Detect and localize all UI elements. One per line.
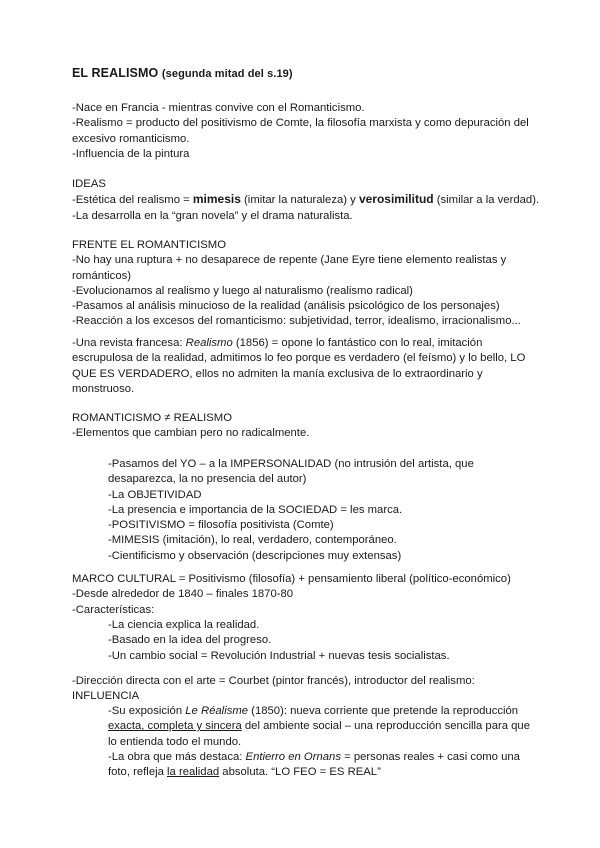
list-item: -MIMESIS (imitación), lo real, verdadero, contemporáneo. <box>108 534 397 547</box>
ideas-section <box>72 177 542 224</box>
frente-line: -Evolucionamos al realismo y luego al naturalismo (realismo radical) <box>72 284 413 297</box>
verosimilitud-term: verosimilitud <box>358 192 434 207</box>
list-item: -Pasamos del YO – a la IMPERSONALIDAD (no intrusión del artista, que <box>108 458 474 470</box>
revista-section <box>72 336 542 397</box>
text: -Su exposición <box>108 705 186 717</box>
underlined-text: la realidad <box>167 766 220 779</box>
romvsreal-heading: ROMANTICISMO ≠ REALISMO <box>72 412 232 424</box>
revista-line: monstruoso. <box>72 382 135 395</box>
frente-line: -No hay una ruptura + no desaparece de repente (Jane Eyre tiene elemento realistas y <box>72 254 507 267</box>
influencia-item-2 <box>108 750 543 765</box>
list-item: -La OBJETIVIDAD <box>108 488 202 501</box>
intro-line: excesivo romanticismo. <box>72 132 190 145</box>
le-realisme-title: Le Réalisme <box>185 705 249 717</box>
list-item: -Basado en la idea del progreso. <box>108 634 272 647</box>
marco-items <box>108 618 543 664</box>
marco-line: -Características: <box>72 603 155 616</box>
text: (imitar la naturaleza) y <box>240 194 359 207</box>
romvsreal-section <box>72 411 542 442</box>
mimesis-term: mimesis <box>192 192 241 207</box>
ideas-line-1 <box>72 192 542 208</box>
frente-line: -Pasamos al análisis minucioso de la realidad (análisis psicológico de los personajes) <box>72 300 500 313</box>
text: absoluta. “LO FEO = ES REAL” <box>219 766 381 779</box>
underlined-text: exacta, completa y sincera <box>108 720 242 733</box>
influencia-heading: INFLUENCIA <box>72 690 140 703</box>
influencia-section <box>72 674 542 705</box>
influencia-item-2-cont <box>108 765 543 780</box>
intro-section <box>72 101 542 162</box>
intro-line: -Nace en Francia - mientras convive con el Romanticismo. <box>72 102 365 114</box>
influencia-item-1 <box>108 704 543 719</box>
list-item: -La presencia e importancia de la SOCIEDAD = les marca. <box>108 503 403 516</box>
influencia-items <box>108 704 543 780</box>
list-item: -Cientificismo y observación (descripciones muy extensas) <box>108 549 402 562</box>
text: = personas reales + casi como una <box>340 750 520 763</box>
list-item: -POSITIVISMO = filosofía positivista (Comte) <box>108 519 334 532</box>
influencia-item-1-cont: lo entienda todo el mundo. <box>108 735 242 748</box>
romvsreal-intro: -Elementos que cambian pero no radicalmente. <box>72 427 310 440</box>
realismo-magazine-title: Realismo <box>185 337 233 349</box>
frente-heading: FRENTE EL ROMANTICISMO <box>72 239 226 251</box>
frente-line: -Reacción a los excesos del romanticismo: subjetividad, terror, idealismo, irracionalismo... <box>72 315 521 328</box>
text: del ambiente social – una reproducción sencilla para que <box>241 720 531 733</box>
revista-line: QUE ES VERDADERO, ellos no admiten la manía exclusiva de lo extraordinario y <box>72 367 483 380</box>
revista-line: escrupulosa de la realidad, admitimos lo feo porque es verdadero (el feísmo) y lo bello, LO <box>72 352 526 365</box>
text: (similar a la verdad). <box>433 194 540 207</box>
romvsreal-items <box>108 457 543 564</box>
list-item: -La ciencia explica la realidad. <box>108 619 260 631</box>
text: (1856) = opone lo fantástico con lo real, imitación <box>232 337 483 349</box>
influencia-line: -Dirección directa con el arte = Courbet (pintor francés), introductor del realismo: <box>72 675 475 687</box>
ideas-heading: IDEAS <box>72 178 106 190</box>
entierro-title: Entierro en Ornans <box>245 750 341 763</box>
influencia-item-1-cont <box>108 719 543 734</box>
marco-line: MARCO CULTURAL = Positivismo (filosofía) + pensamiento liberal (político-económico) <box>72 573 511 585</box>
page-title <box>72 66 293 82</box>
intro-line: -Influencia de la pintura <box>72 147 190 160</box>
list-item: desaparezca, la no presencia del autor) <box>108 473 307 486</box>
revista-line-1 <box>72 336 542 351</box>
text: -Estética del realismo = <box>72 194 193 207</box>
marco-line: -Desde alrededor de 1840 – finales 1870-80 <box>72 588 294 601</box>
text: (1850): nueva corriente que pretende la reproducción <box>248 705 519 717</box>
text: foto, refleja <box>108 766 168 779</box>
list-item: -Un cambio social = Revolución Industrial + nuevas tesis socialistas. <box>108 649 450 662</box>
frente-section <box>72 238 542 330</box>
title-main: EL REALISMO <box>72 66 159 80</box>
text: -Una revista francesa: <box>72 337 186 349</box>
text: -La obra que más destaca: <box>108 750 246 763</box>
title-sub: (segunda mitad del s.19) <box>161 68 293 80</box>
ideas-line-2: -La desarrolla en la “gran novela” y el drama naturalista. <box>72 209 353 222</box>
intro-line: -Realismo = producto del positivismo de Comte, la filosofía marxista y como depuración del <box>72 117 529 130</box>
frente-line: románticos) <box>72 269 132 282</box>
marco-section <box>72 572 542 618</box>
